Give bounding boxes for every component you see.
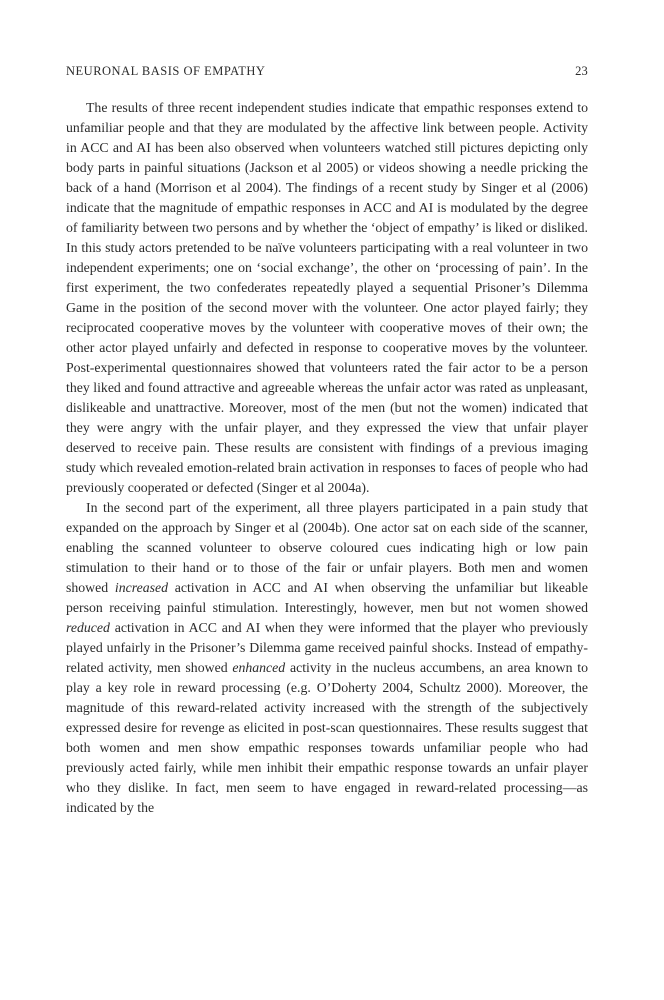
paragraph <box>66 98 588 498</box>
page <box>66 64 588 818</box>
body-text <box>66 98 588 818</box>
page-number: 23 <box>575 64 588 78</box>
emphasis-text: enhanced <box>232 660 286 675</box>
paragraph-text: In the second part of the experiment, all three players participated in a pain study that expanded on the approach by Singer et al (2004b). One actor sat on each side of the scanner, enabling the scanned volunteer to observe coloured cues indicating high or low pain stimulation to their hand or to those of the fair or unfair players. Both men and women showed <box>66 500 588 595</box>
running-head <box>66 64 588 84</box>
running-title: NEURONAL BASIS OF EMPATHY <box>66 64 266 78</box>
paragraph-text: activity in the nucleus accumbens, an area known to play a key role in reward processing (e.g. O’Doherty 2004, Schultz 2000). Moreover, the magnitude of this reward-related activity increased with the strength of the subjectively expressed desire for revenge as elicited in post-scan questionnaires. These results suggest that both women and men show empathic responses towards unfamiliar people who had previously acted fairly, while men inhibit their empathic response towards an unfair player who they dislike. In fact, men seem to have engaged in reward-related processing—as indicated by the <box>66 660 588 815</box>
paragraph-text: activation in ACC and AI when observing the unfamiliar but likeable person receiving painful stimulation. Interestingly, however, men but not women showed <box>66 580 589 615</box>
paragraph-text: activation in ACC and AI when they were informed that the player who previously played unfairly in the Prisoner’s Dilemma game received painful shocks. Instead of empathy-related activity, men showed <box>66 620 588 675</box>
emphasis-text: reduced <box>66 620 110 635</box>
paragraph <box>66 498 588 818</box>
paragraph-text: The results of three recent independent studies indicate that empathic responses extend to unfamiliar people and that they are modulated by the affective link between people. Activity in ACC and AI has been also observed when volunteers watched still pictures depicting only body parts in painful situations (Jackson et al 2005) or videos showing a needle pricking the back of a hand (Morrison et al 2004). The findings of a recent study by Singer et al (2006) indicate that the magnitude of empathic responses in ACC and AI is modulated by the degree of familiarity between two persons and by whether the ‘object of empathy’ is liked or disliked. In this study actors pretended to be naïve volunteers participating with a real volunteer in two independent experiments; one on ‘social exchange’, the other on ‘processing of pain’. In the first experiment, the two confederates repeatedly played a sequential Prisoner’s Dilemma Game in the position of the second mover with the volunteer. One actor played fairly; they reciprocated cooperative moves by the volunteer with cooperative moves of their own; the other actor played unfairly and defected in response to cooperative moves by the volunteer. Post-experimental questionnaires showed that volunteers rated the fair actor to be a person they liked and found attractive and agreeable whereas the unfair actor was rated as unpleasant, dislikeable and unattractive. Moreover, most of the men (but not the women) indicated that they were angry with the unfair player, and they expressed the view that unfair player deserved to receive pain. These results are consistent with findings of a previous imaging study which revealed emotion-related brain activation in responses to faces of people who had previously cooperated or defected (Singer et al 2004a). <box>66 100 588 495</box>
emphasis-text: increased <box>114 580 168 595</box>
